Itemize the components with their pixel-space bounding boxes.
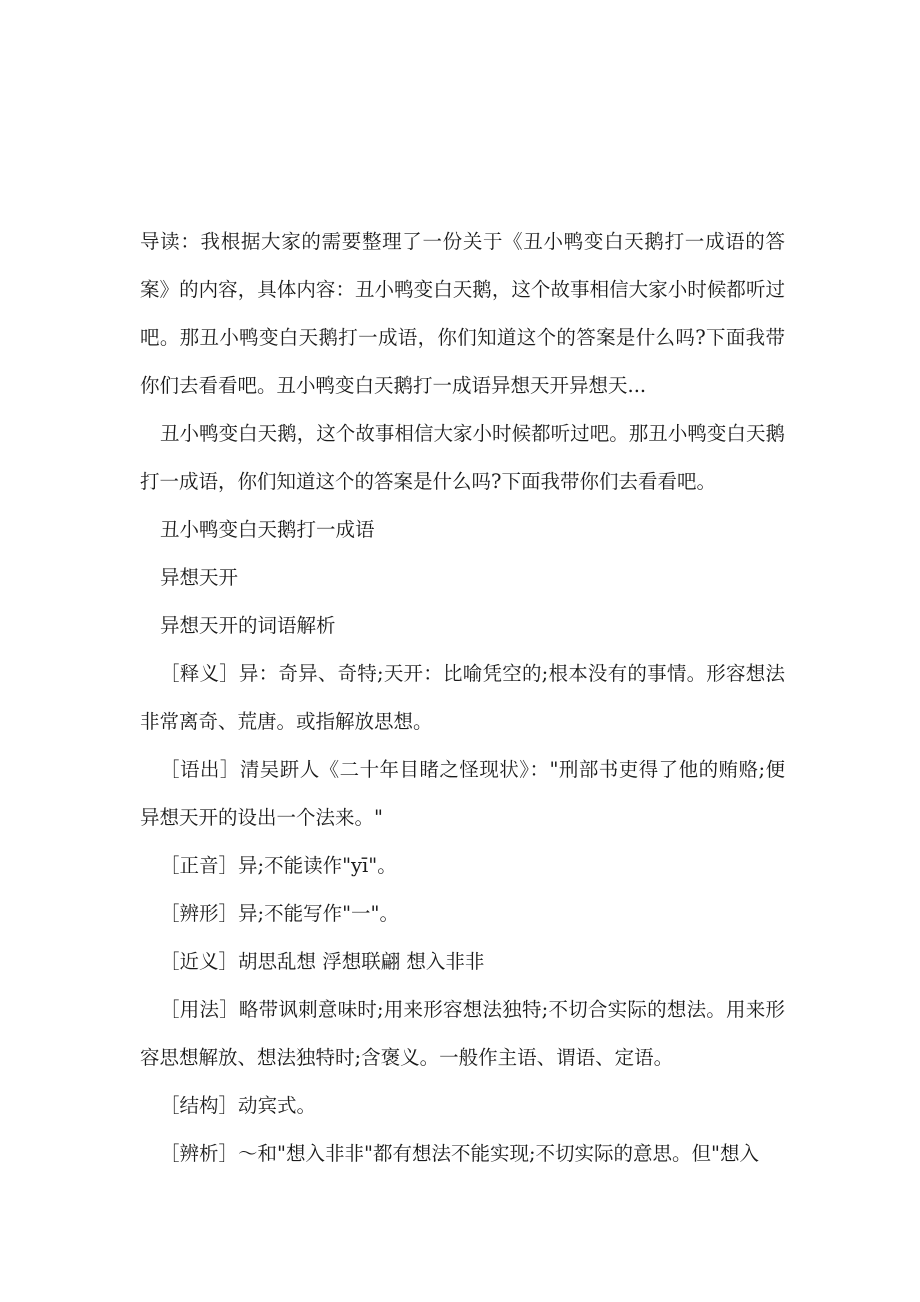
- synonyms-paragraph: ［近义］胡思乱想 浮想联翩 想入非非: [160, 950, 485, 973]
- pronunciation-paragraph: ［正音］异;不能读作"yī"。: [160, 854, 397, 877]
- riddle-heading: 丑小鸭变白天鹅打一成语: [160, 518, 375, 541]
- definition-paragraph: ［释义］异：奇异、奇特;天开：比喻凭空的;根本没有的事情。形容想法非常离奇、荒唐。或指解放思想。: [140, 662, 785, 733]
- character-form-paragraph: ［辨形］异;不能写作"一"。: [160, 902, 400, 925]
- analysis-heading: 异想天开的词语解析: [160, 614, 336, 637]
- riddle-answer: 异想天开: [160, 566, 239, 589]
- document-body: [140, 218, 785, 1178]
- structure-paragraph: ［结构］动宾式。: [160, 1094, 317, 1117]
- usage-paragraph: ［用法］略带讽刺意味时;用来形容想法独特;不切合实际的想法。用来形容思想解放、想法独特时;含褒义。一般作主语、谓语、定语。: [140, 998, 785, 1069]
- source-paragraph: ［语出］清吴趼人《二十年目睹之怪现状》："刑部书吏得了他的贿赂;便异想天开的设出一个法来。": [140, 758, 785, 829]
- intro-paragraph: 导读：我根据大家的需要整理了一份关于《丑小鸭变白天鹅打一成语的答案》的内容，具体内容：丑小鸭变白天鹅，这个故事相信大家小时候都听过吧。那丑小鸭变白天鹅打一成语，你们知道这个的答案是什么吗?下面我带你们去看看吧。丑小鸭变白天鹅打一成语异想天开异想天...: [140, 230, 785, 397]
- story-paragraph: 丑小鸭变白天鹅，这个故事相信大家小时候都听过吧。那丑小鸭变白天鹅打一成语，你们知道这个的答案是什么吗?下面我带你们去看看吧。: [140, 422, 785, 493]
- distinction-paragraph: ［辨析］～和"想入非非"都有想法不能实现;不切实际的意思。但"想入: [160, 1142, 759, 1165]
